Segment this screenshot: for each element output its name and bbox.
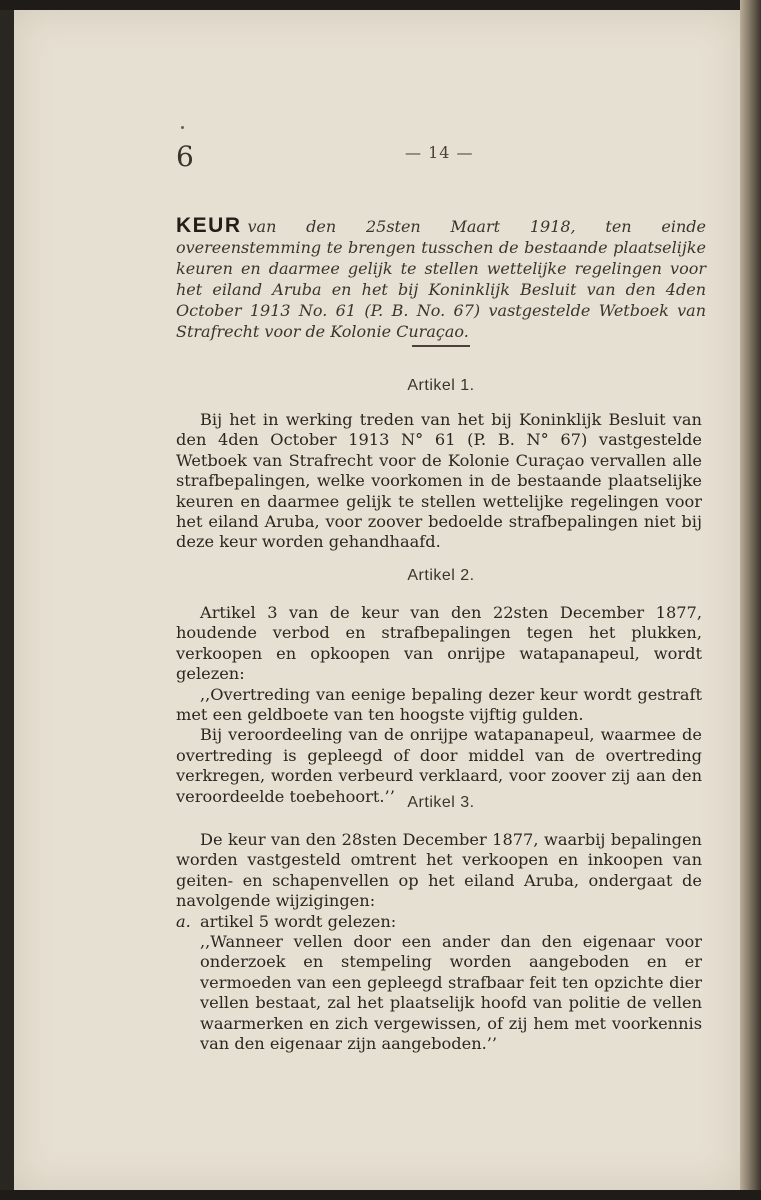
quote-text: ,,Wanneer vellen door een ander dan den eigenaar voor onderzoek en stempeling worden aangeboden en er vermoeden van een gepleegd strafbaar feit ten opzichte dier vellen bestaat, zal het plaatselijk hoofd van politie de vellen waarmerken en zich vergewissen, of zij hem met voorkennis van den eigenaar zijn aangeboden.’’	[200, 932, 702, 1054]
article-2-paragraph: Artikel 3 van de keur van den 22sten December 1877, houdende verbod en strafbepalingen tegen het plukken, verkoopen en opkoopen van onrijpe watapanapeul, wordt gelezen:	[176, 603, 702, 684]
heading-keur: KEUR	[176, 214, 242, 237]
article-1-paragraph: Bij het in werking treden van het bij Koninklijk Besluit van den 4den October 1913 N° 61 (P. B. N° 67) vastgestelde Wetboek van Strafrecht voor de Kolonie Curaçao vervallen alle strafbepalingen, welke voorkomen in de bestaande plaatselijke keuren en daarmee gelijk te stellen wettelijke regelingen voor het eiland Aruba, voor zoover bedoelde strafbepalingen niet bij deze keur worden gehandhaafd.	[176, 410, 702, 552]
page-number: — 14 —	[405, 143, 474, 162]
separator-rule	[412, 345, 470, 347]
decree-heading	[176, 215, 706, 342]
scan-bottom-border	[0, 1190, 761, 1200]
heading-text: van den 25sten Maart 1918, ten einde overeenstemming te brengen tusschen de bestaande plaatselijke keuren en daarmee gelijk te stellen wettelijke regelingen voor het eiland Aruba en het bij Koninklijk Besluit van den 4den October 1913 No. 61 (P. B. No. 67) vastgestelde Wetboek van Strafrecht voor de Kolonie Curaçao.	[176, 217, 706, 341]
item-label: a.	[176, 911, 191, 931]
article-3-item-a	[176, 912, 702, 932]
margin-mark: 6	[176, 140, 194, 173]
article-2-paragraph: ,,Overtreding van eenige bepaling dezer keur wordt gestraft met een geldboete van ten hoogste vijftig gulden.	[176, 684, 702, 725]
scan-top-border	[0, 0, 761, 10]
article-1-body	[176, 410, 702, 553]
page-edge	[740, 0, 761, 1200]
article-3-quote	[176, 932, 702, 1054]
ink-dot	[181, 126, 184, 129]
article-3-paragraph: De keur van den 28sten December 1877, waarbij bepalingen worden vastgesteld omtrent het verkoopen en inkoopen van geiten- en schapenvellen op het eiland Aruba, ondergaat de navolgende wijzigingen:	[176, 830, 702, 911]
article-2-body	[176, 603, 702, 807]
article-1-title: Artikel 1.	[407, 377, 475, 394]
item-text: artikel 5 wordt gelezen:	[200, 911, 397, 931]
article-2-title: Artikel 2.	[407, 567, 475, 584]
article-3-body	[176, 830, 702, 1054]
article-3-title: Artikel 3.	[407, 794, 475, 811]
article-2-paragraph: Bij veroordeeling van de onrijpe watapanapeul, waarmee de overtreding is gepleegd of door middel van de overtreding verkregen, worden verbeurd verklaard, voor zoover zij aan den veroordeelde toebehoort.’’	[176, 725, 702, 806]
